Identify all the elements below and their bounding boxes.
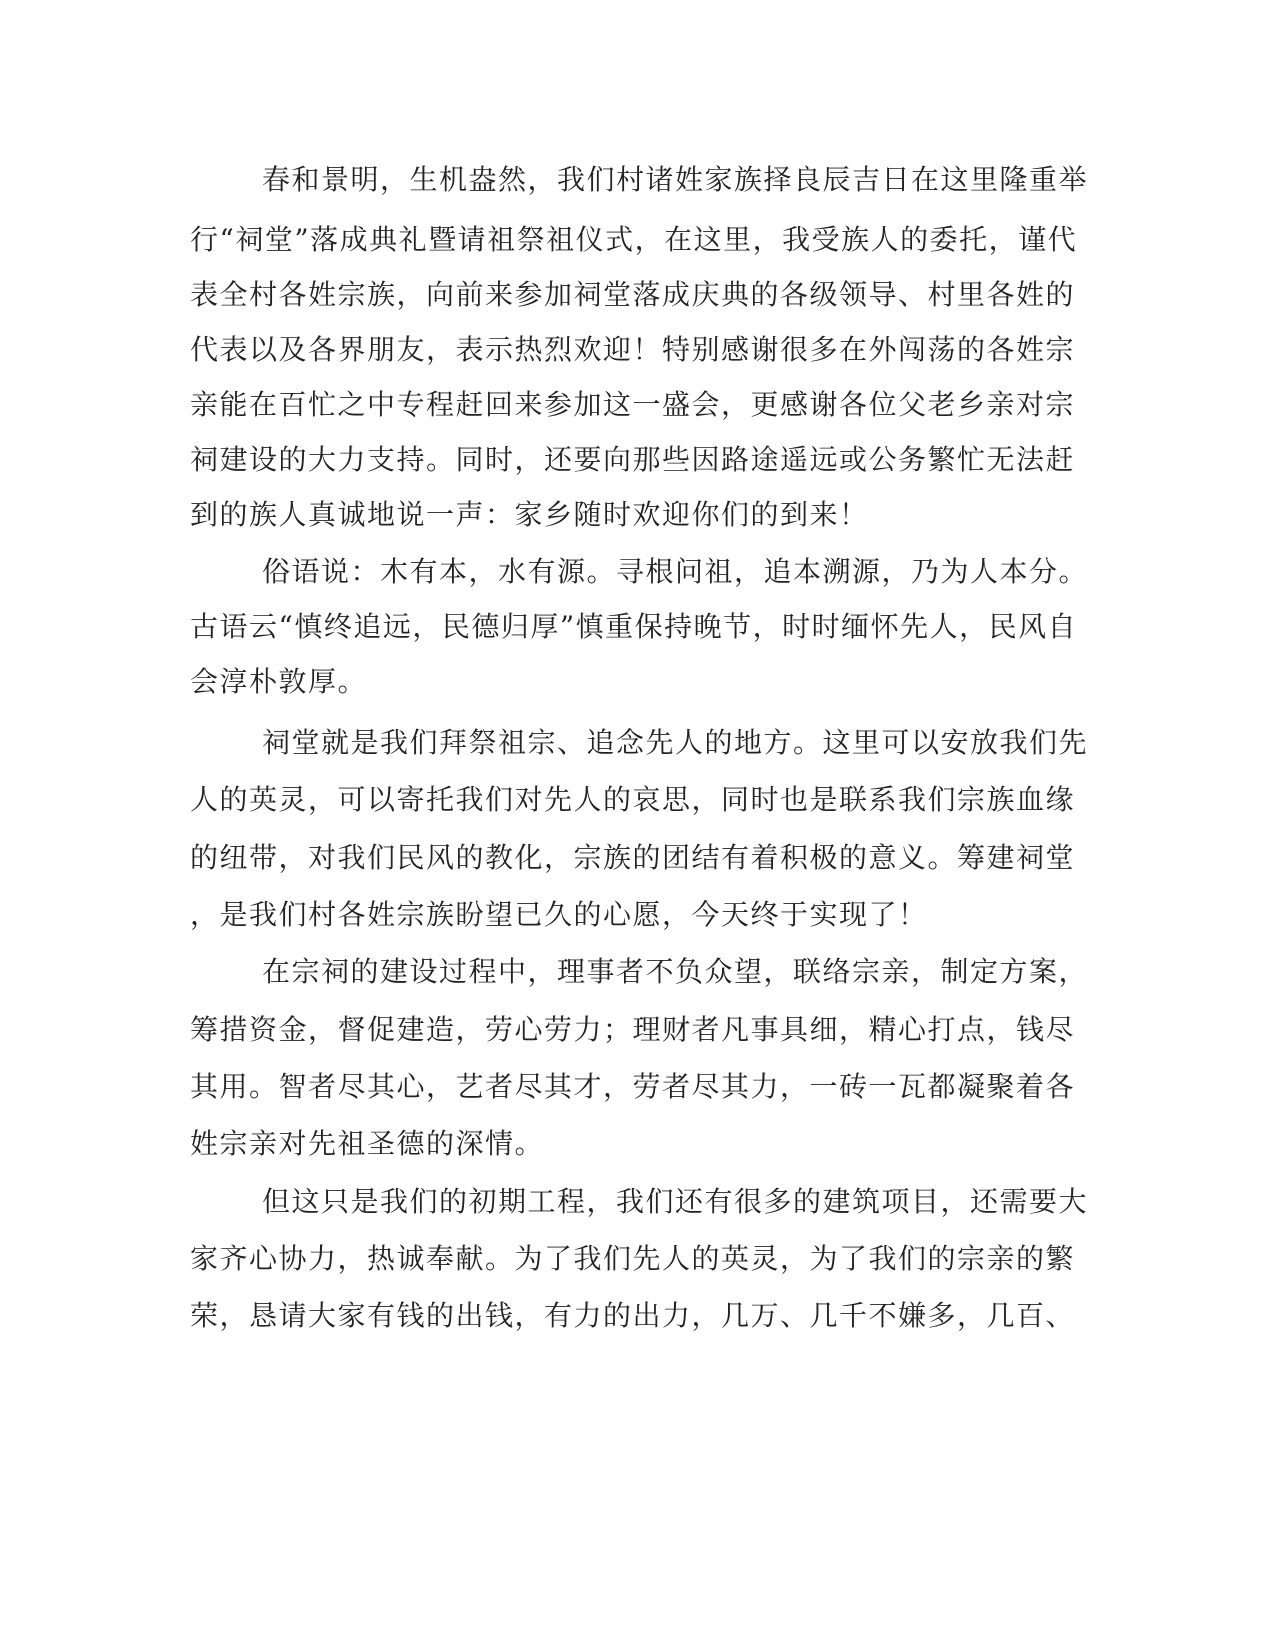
paragraph-1-line-3: 表全村各姓宗族，向前来参加祠堂落成庆典的各级领导、村里各姓的 — [190, 278, 1076, 311]
paragraph-5-line-2: 家齐心协力，热诚奉献。为了我们先人的英灵，为了我们的宗亲的繁 — [190, 1242, 1076, 1275]
paragraph-1-line-2: 行“祠堂”落成典礼暨请祖祭祖仪式，在这里，我受族人的委托，谨代 — [190, 223, 1078, 256]
paragraph-1-line-7: 到的族人真诚地说一声：家乡随时欢迎你们的到来！ — [190, 498, 869, 531]
paragraph-3-line-4: ，是我们村各姓宗族盼望已久的心愿，今天终于实现了！ — [190, 898, 928, 931]
paragraph-2-line-2: 古语云“慎终追远，民德归厚”慎重保持晚节，时时缅怀先人，民风自 — [190, 610, 1078, 643]
paragraph-4-line-4: 姓宗亲对先祖圣德的深情。 — [190, 1127, 545, 1160]
paragraph-5-line-1: 但这只是我们的初期工程，我们还有很多的建筑项目，还需要大 — [262, 1185, 1089, 1218]
paragraph-4-line-1: 在宗祠的建设过程中，理事者不负众望，联络宗亲，制定方案， — [262, 955, 1089, 988]
paragraph-4-line-3: 其用。智者尽其心，艺者尽其才，劳者尽其力，一砖一瓦都凝聚着各 — [190, 1070, 1076, 1103]
paragraph-2-line-3: 会淳朴敦厚。 — [190, 665, 368, 698]
paragraph-1-line-1: 春和景明，生机盎然，我们村诸姓家族择良辰吉日在这里隆重举 — [262, 163, 1089, 196]
paragraph-1-line-4: 代表以及各界朋友，表示热烈欢迎！特别感谢很多在外闯荡的各姓宗 — [190, 333, 1076, 366]
paragraph-3-line-1: 祠堂就是我们拜祭祖宗、追念先人的地方。这里可以安放我们先 — [262, 726, 1089, 759]
paragraph-2-line-1: 俗语说：木有本，水有源。寻根问祖，追本溯源，乃为人本分。 — [262, 555, 1089, 588]
paragraph-4-line-2: 筹措资金，督促建造，劳心劳力；理财者凡事具细，精心打点，钱尽 — [190, 1013, 1076, 1046]
paragraph-1-line-6: 祠建设的大力支持。同时，还要向那些因路途遥远或公务繁忙无法赶 — [190, 443, 1076, 476]
paragraph-1-line-5: 亲能在百忙之中专程赶回来参加这一盛会，更感谢各位父老乡亲对宗 — [190, 388, 1076, 421]
paragraph-3-line-2: 人的英灵，可以寄托我们对先人的哀思，同时也是联系我们宗族血缘 — [190, 783, 1076, 816]
paragraph-3-line-3: 的纽带，对我们民风的教化，宗族的团结有着积极的意义。筹建祠堂 — [190, 841, 1076, 874]
paragraph-5-line-3: 荣，恳请大家有钱的出钱，有力的出力，几万、几千不嫌多，几百、 — [190, 1299, 1076, 1332]
